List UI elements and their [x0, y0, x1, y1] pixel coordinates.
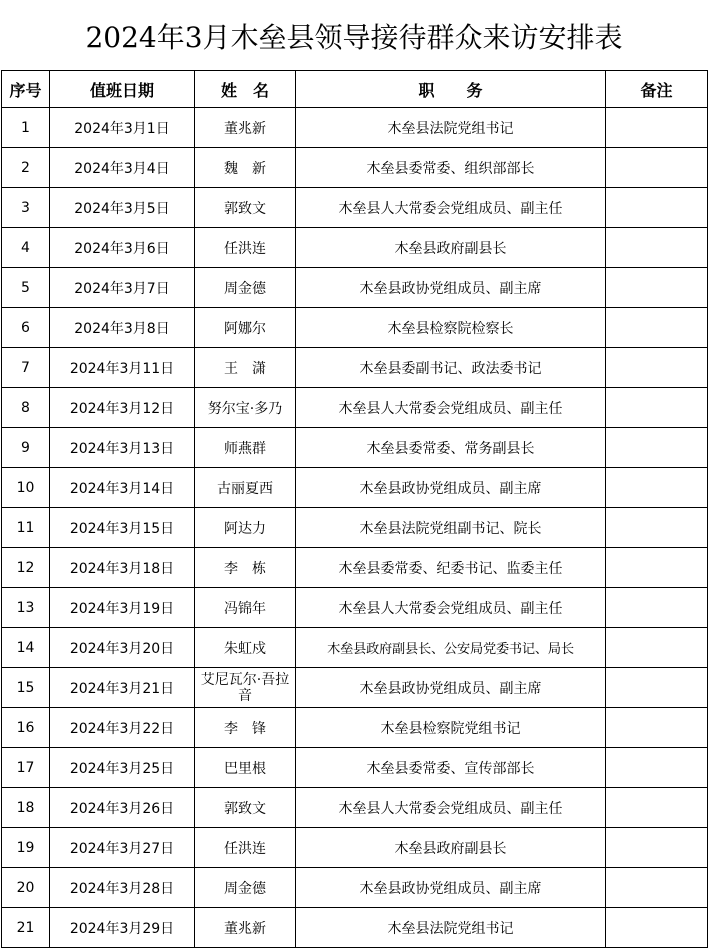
cell-name: 阿娜尔	[195, 308, 296, 348]
cell-duty: 木垒县政府副县长	[296, 228, 606, 268]
cell-no: 16	[2, 708, 50, 748]
table-row	[2, 828, 708, 868]
cell-duty: 木垒县法院党组副书记、院长	[296, 508, 606, 548]
cell-duty: 木垒县法院党组书记	[296, 908, 606, 948]
cell-note	[606, 228, 708, 268]
table-row	[2, 748, 708, 788]
cell-date: 2024年3月1日	[50, 108, 195, 148]
table-row	[2, 228, 708, 268]
cell-no: 13	[2, 588, 50, 628]
cell-no: 21	[2, 908, 50, 948]
cell-note	[606, 268, 708, 308]
cell-no: 14	[2, 628, 50, 668]
cell-duty: 木垒县人大常委会党组成员、副主任	[296, 588, 606, 628]
cell-note	[606, 428, 708, 468]
cell-no: 7	[2, 348, 50, 388]
table-row	[2, 548, 708, 588]
cell-date: 2024年3月25日	[50, 748, 195, 788]
cell-date: 2024年3月6日	[50, 228, 195, 268]
cell-date: 2024年3月14日	[50, 468, 195, 508]
cell-duty: 木垒县政府副县长、公安局党委书记、局长	[296, 628, 606, 668]
table-row	[2, 268, 708, 308]
cell-name: 郭致文	[195, 188, 296, 228]
cell-name: 任洪连	[195, 228, 296, 268]
cell-date: 2024年3月21日	[50, 668, 195, 708]
cell-no: 4	[2, 228, 50, 268]
cell-no: 18	[2, 788, 50, 828]
document-title: 2024年3月木垒县领导接待群众来访安排表	[85, 21, 623, 54]
cell-note	[606, 388, 708, 428]
cell-date: 2024年3月29日	[50, 908, 195, 948]
cell-no: 9	[2, 428, 50, 468]
cell-date: 2024年3月12日	[50, 388, 195, 428]
cell-name: 李 栋	[195, 548, 296, 588]
cell-duty: 木垒县政协党组成员、副主席	[296, 668, 606, 708]
cell-duty: 木垒县检察院党组书记	[296, 708, 606, 748]
cell-no: 8	[2, 388, 50, 428]
table-row	[2, 188, 708, 228]
cell-note	[606, 828, 708, 868]
table-body	[2, 108, 708, 948]
schedule-table	[1, 70, 708, 948]
cell-duty: 木垒县人大常委会党组成员、副主任	[296, 388, 606, 428]
cell-date: 2024年3月27日	[50, 828, 195, 868]
cell-date: 2024年3月22日	[50, 708, 195, 748]
table-row	[2, 868, 708, 908]
cell-name: 王 潇	[195, 348, 296, 388]
cell-date: 2024年3月15日	[50, 508, 195, 548]
cell-note	[606, 188, 708, 228]
cell-date: 2024年3月20日	[50, 628, 195, 668]
table-row	[2, 668, 708, 708]
table-row	[2, 428, 708, 468]
cell-note	[606, 708, 708, 748]
cell-note	[606, 148, 708, 188]
table-row	[2, 148, 708, 188]
cell-no: 15	[2, 668, 50, 708]
cell-no: 5	[2, 268, 50, 308]
cell-name: 董兆新	[195, 908, 296, 948]
cell-duty: 木垒县政协党组成员、副主席	[296, 268, 606, 308]
cell-name: 冯锦年	[195, 588, 296, 628]
cell-duty: 木垒县法院党组书记	[296, 108, 606, 148]
cell-no: 10	[2, 468, 50, 508]
cell-name: 董兆新	[195, 108, 296, 148]
header-date: 值班日期	[50, 71, 195, 108]
cell-note	[606, 788, 708, 828]
cell-note	[606, 108, 708, 148]
cell-name: 朱虹戍	[195, 628, 296, 668]
cell-date: 2024年3月19日	[50, 588, 195, 628]
cell-name: 艾尼瓦尔·吾拉音	[195, 668, 296, 708]
table-row	[2, 908, 708, 948]
cell-date: 2024年3月7日	[50, 268, 195, 308]
cell-name: 郭致文	[195, 788, 296, 828]
cell-duty: 木垒县检察院检察长	[296, 308, 606, 348]
table-row	[2, 788, 708, 828]
cell-duty: 木垒县委常委、纪委书记、监委主任	[296, 548, 606, 588]
cell-date: 2024年3月13日	[50, 428, 195, 468]
table-row	[2, 308, 708, 348]
cell-name: 周金德	[195, 268, 296, 308]
cell-duty: 木垒县政协党组成员、副主席	[296, 868, 606, 908]
cell-date: 2024年3月18日	[50, 548, 195, 588]
table-row	[2, 628, 708, 668]
header-name: 姓 名	[195, 71, 296, 108]
cell-date: 2024年3月8日	[50, 308, 195, 348]
cell-duty: 木垒县委副书记、政法委书记	[296, 348, 606, 388]
table-row	[2, 588, 708, 628]
cell-no: 11	[2, 508, 50, 548]
table-row	[2, 468, 708, 508]
cell-date: 2024年3月11日	[50, 348, 195, 388]
cell-no: 2	[2, 148, 50, 188]
cell-note	[606, 668, 708, 708]
cell-note	[606, 868, 708, 908]
table-row	[2, 388, 708, 428]
cell-duty: 木垒县政协党组成员、副主席	[296, 468, 606, 508]
cell-no: 1	[2, 108, 50, 148]
table-row	[2, 108, 708, 148]
table-row	[2, 348, 708, 388]
cell-date: 2024年3月26日	[50, 788, 195, 828]
cell-name: 古丽夏西	[195, 468, 296, 508]
cell-name: 阿达力	[195, 508, 296, 548]
header-note: 备注	[606, 71, 708, 108]
cell-name: 巴里根	[195, 748, 296, 788]
header-duty: 职 务	[296, 71, 606, 108]
cell-note	[606, 588, 708, 628]
cell-note	[606, 308, 708, 348]
cell-duty: 木垒县委常委、组织部部长	[296, 148, 606, 188]
cell-date: 2024年3月28日	[50, 868, 195, 908]
cell-duty: 木垒县人大常委会党组成员、副主任	[296, 788, 606, 828]
cell-name: 周金德	[195, 868, 296, 908]
cell-duty: 木垒县人大常委会党组成员、副主任	[296, 188, 606, 228]
cell-note	[606, 548, 708, 588]
cell-no: 3	[2, 188, 50, 228]
cell-name: 任洪连	[195, 828, 296, 868]
cell-date: 2024年3月4日	[50, 148, 195, 188]
cell-name: 李 锋	[195, 708, 296, 748]
cell-no: 19	[2, 828, 50, 868]
cell-note	[606, 468, 708, 508]
cell-no: 12	[2, 548, 50, 588]
cell-duty: 木垒县委常委、宣传部部长	[296, 748, 606, 788]
cell-note	[606, 908, 708, 948]
cell-duty: 木垒县政府副县长	[296, 828, 606, 868]
cell-name: 魏 新	[195, 148, 296, 188]
cell-note	[606, 508, 708, 548]
cell-no: 20	[2, 868, 50, 908]
cell-name: 师燕群	[195, 428, 296, 468]
cell-date: 2024年3月5日	[50, 188, 195, 228]
table-row	[2, 708, 708, 748]
cell-no: 17	[2, 748, 50, 788]
cell-note	[606, 348, 708, 388]
cell-duty: 木垒县委常委、常务副县长	[296, 428, 606, 468]
header-no: 序号	[2, 71, 50, 108]
table-header-row	[2, 71, 708, 108]
cell-note	[606, 628, 708, 668]
cell-no: 6	[2, 308, 50, 348]
cell-name: 努尔宝·多乃	[195, 388, 296, 428]
table-row	[2, 508, 708, 548]
cell-note	[606, 748, 708, 788]
